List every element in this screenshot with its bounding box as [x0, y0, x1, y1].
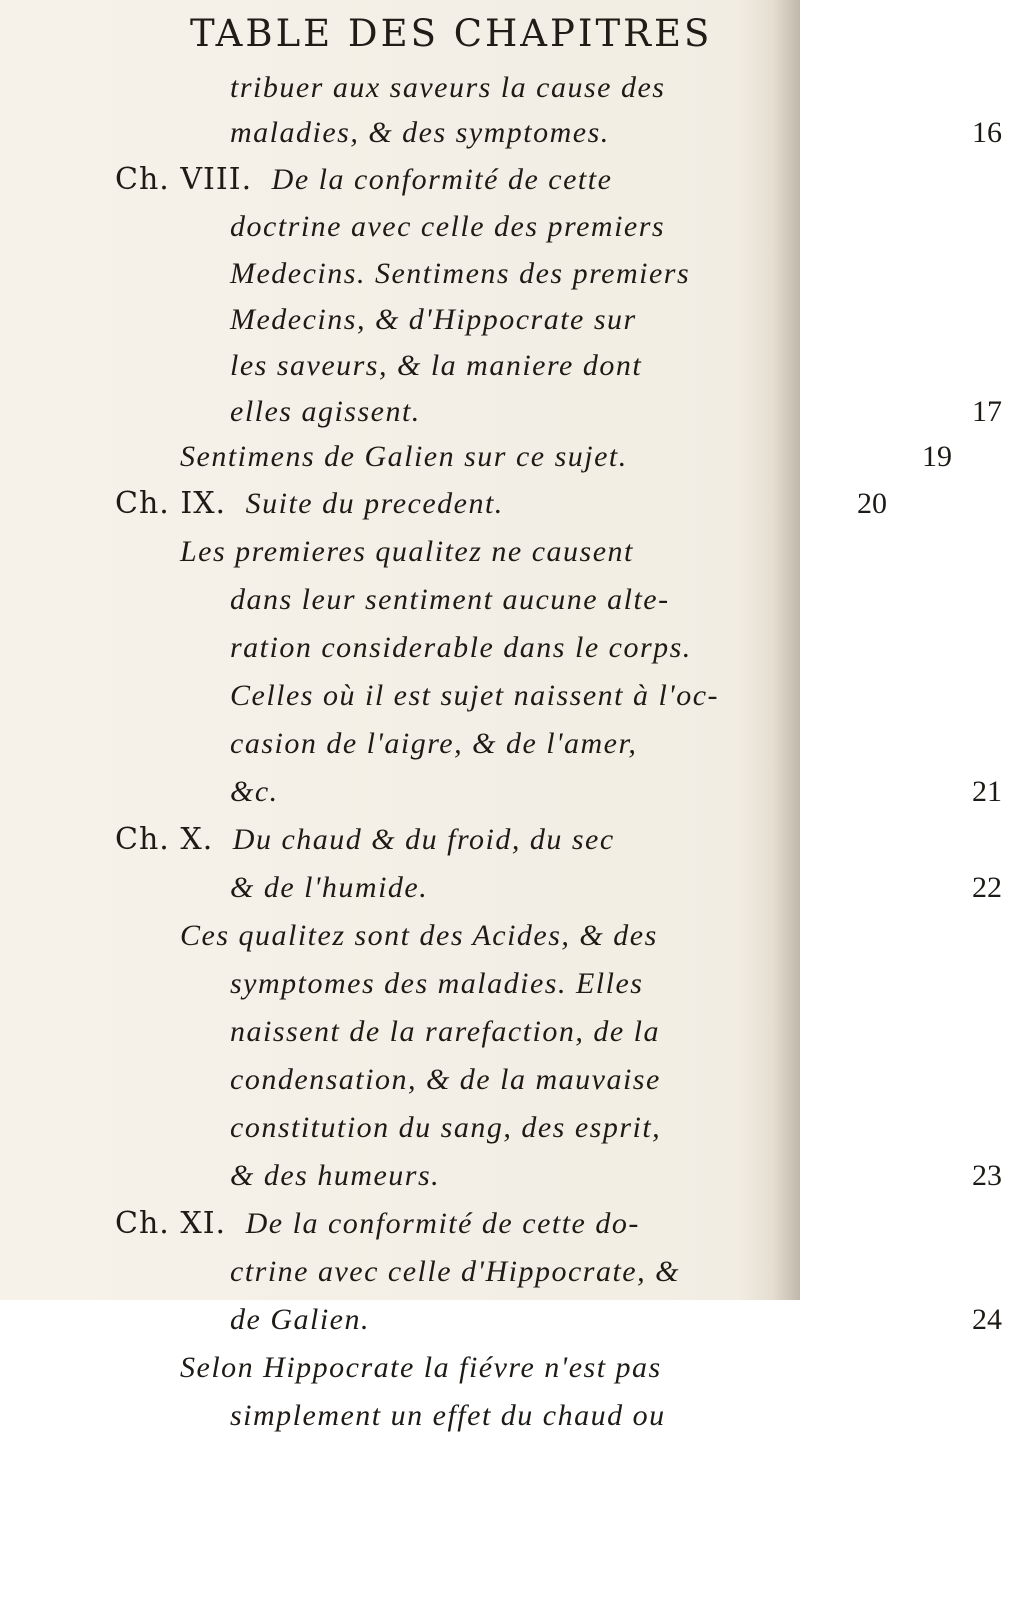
toc-line [230, 1392, 1030, 1440]
toc-line-text: simplement un effet du chaud ou [230, 1399, 666, 1432]
chapter-label: Ch. XI. [115, 1206, 227, 1241]
toc-page-number: 17 [972, 395, 1002, 428]
toc-line [230, 768, 1030, 816]
toc-page-number: 22 [972, 871, 1002, 904]
toc-line-text: les saveurs, & la maniere dont [230, 349, 643, 382]
toc-line [230, 296, 1030, 344]
toc-line [230, 960, 1030, 1008]
toc-line-text: Sentimens de Galien sur ce sujet. [180, 440, 628, 473]
toc-line-text: casion de l'aigre, & de l'amer, [230, 727, 638, 760]
toc-page-number: 24 [972, 1303, 1002, 1336]
toc-line-text: ctrine avec celle d'Hippocrate, & [230, 1255, 680, 1288]
toc-page-number: 19 [922, 440, 952, 473]
toc-line [230, 388, 1030, 436]
toc-line [230, 672, 1030, 720]
toc-line-text: Medecins. Sentimens des premiers [230, 257, 691, 290]
toc-line [180, 1344, 980, 1392]
toc-line [230, 624, 1030, 672]
chapter-label: Ch. VIII. [115, 162, 253, 197]
toc-line [180, 528, 980, 576]
toc-line-text: Ces qualitez sont des Acides, & des [180, 919, 658, 952]
toc-line-text: constitution du sang, des esprit, [230, 1111, 662, 1144]
toc-line-text: De la conformité de cette do- [245, 1207, 640, 1240]
toc-line-text: dans leur sentiment aucune alte- [230, 583, 670, 616]
toc-line [230, 720, 1030, 768]
toc-line-text: Suite du precedent. [245, 487, 504, 520]
toc-line-text: tribuer aux saveurs la cause des [230, 71, 666, 104]
toc-line-text: Les premieres qualitez ne causent [180, 535, 634, 568]
chapter-label: Ch. X. [115, 822, 214, 857]
toc-line [230, 1104, 1030, 1152]
toc-line [230, 64, 1030, 112]
toc-line-text: & de l'humide. [230, 871, 429, 904]
toc-line [230, 576, 1030, 624]
toc-line-text: condensation, & de la mauvaise [230, 1063, 661, 1096]
toc-line [180, 433, 980, 481]
toc-line [230, 1008, 1030, 1056]
toc-line-text: &c. [230, 775, 279, 808]
toc-line [230, 864, 1030, 912]
page-edge-shadow [772, 0, 800, 1300]
toc-line-text: ration considerable dans le corps. [230, 631, 692, 664]
toc-line [230, 1056, 1030, 1104]
toc-line [230, 109, 1030, 157]
toc-line-text: symptomes des maladies. Elles [230, 967, 644, 1000]
toc-page-number: 21 [972, 775, 1002, 808]
chapter-label: Ch. IX. [115, 486, 227, 521]
toc-line [230, 1248, 1030, 1296]
toc-line-text: Celles où il est sujet naissent à l'oc- [230, 679, 720, 712]
toc-line [230, 1152, 1030, 1200]
toc-page-number: 23 [972, 1159, 1002, 1192]
toc-line [230, 250, 1030, 298]
toc-line [230, 203, 1030, 251]
toc-page-number: 16 [972, 116, 1002, 149]
toc-line-text: & des humeurs. [230, 1159, 441, 1192]
running-head: TABLE DES CHAPITRES [190, 12, 713, 55]
toc-line-text: Selon Hippocrate la fiévre n'est pas [180, 1351, 662, 1384]
toc-page-number: 20 [857, 487, 887, 520]
toc-line-text: Medecins, & d'Hippocrate sur [230, 303, 637, 336]
toc-line-text: maladies, & des symptomes. [230, 116, 610, 149]
lower-page-area [0, 1300, 1002, 1600]
toc-line-text: doctrine avec celle des premiers [230, 210, 666, 243]
toc-line-text: De la conformité de cette [271, 163, 613, 196]
toc-line-text: elles agissent. [230, 395, 421, 428]
toc-line-text: de Galien. [230, 1303, 370, 1336]
toc-line-text: naissent de la rarefaction, de la [230, 1015, 661, 1048]
toc-line [180, 912, 980, 960]
toc-line [230, 342, 1030, 390]
toc-line-text: Du chaud & du froid, du sec [232, 823, 615, 856]
toc-line [230, 1296, 1030, 1344]
